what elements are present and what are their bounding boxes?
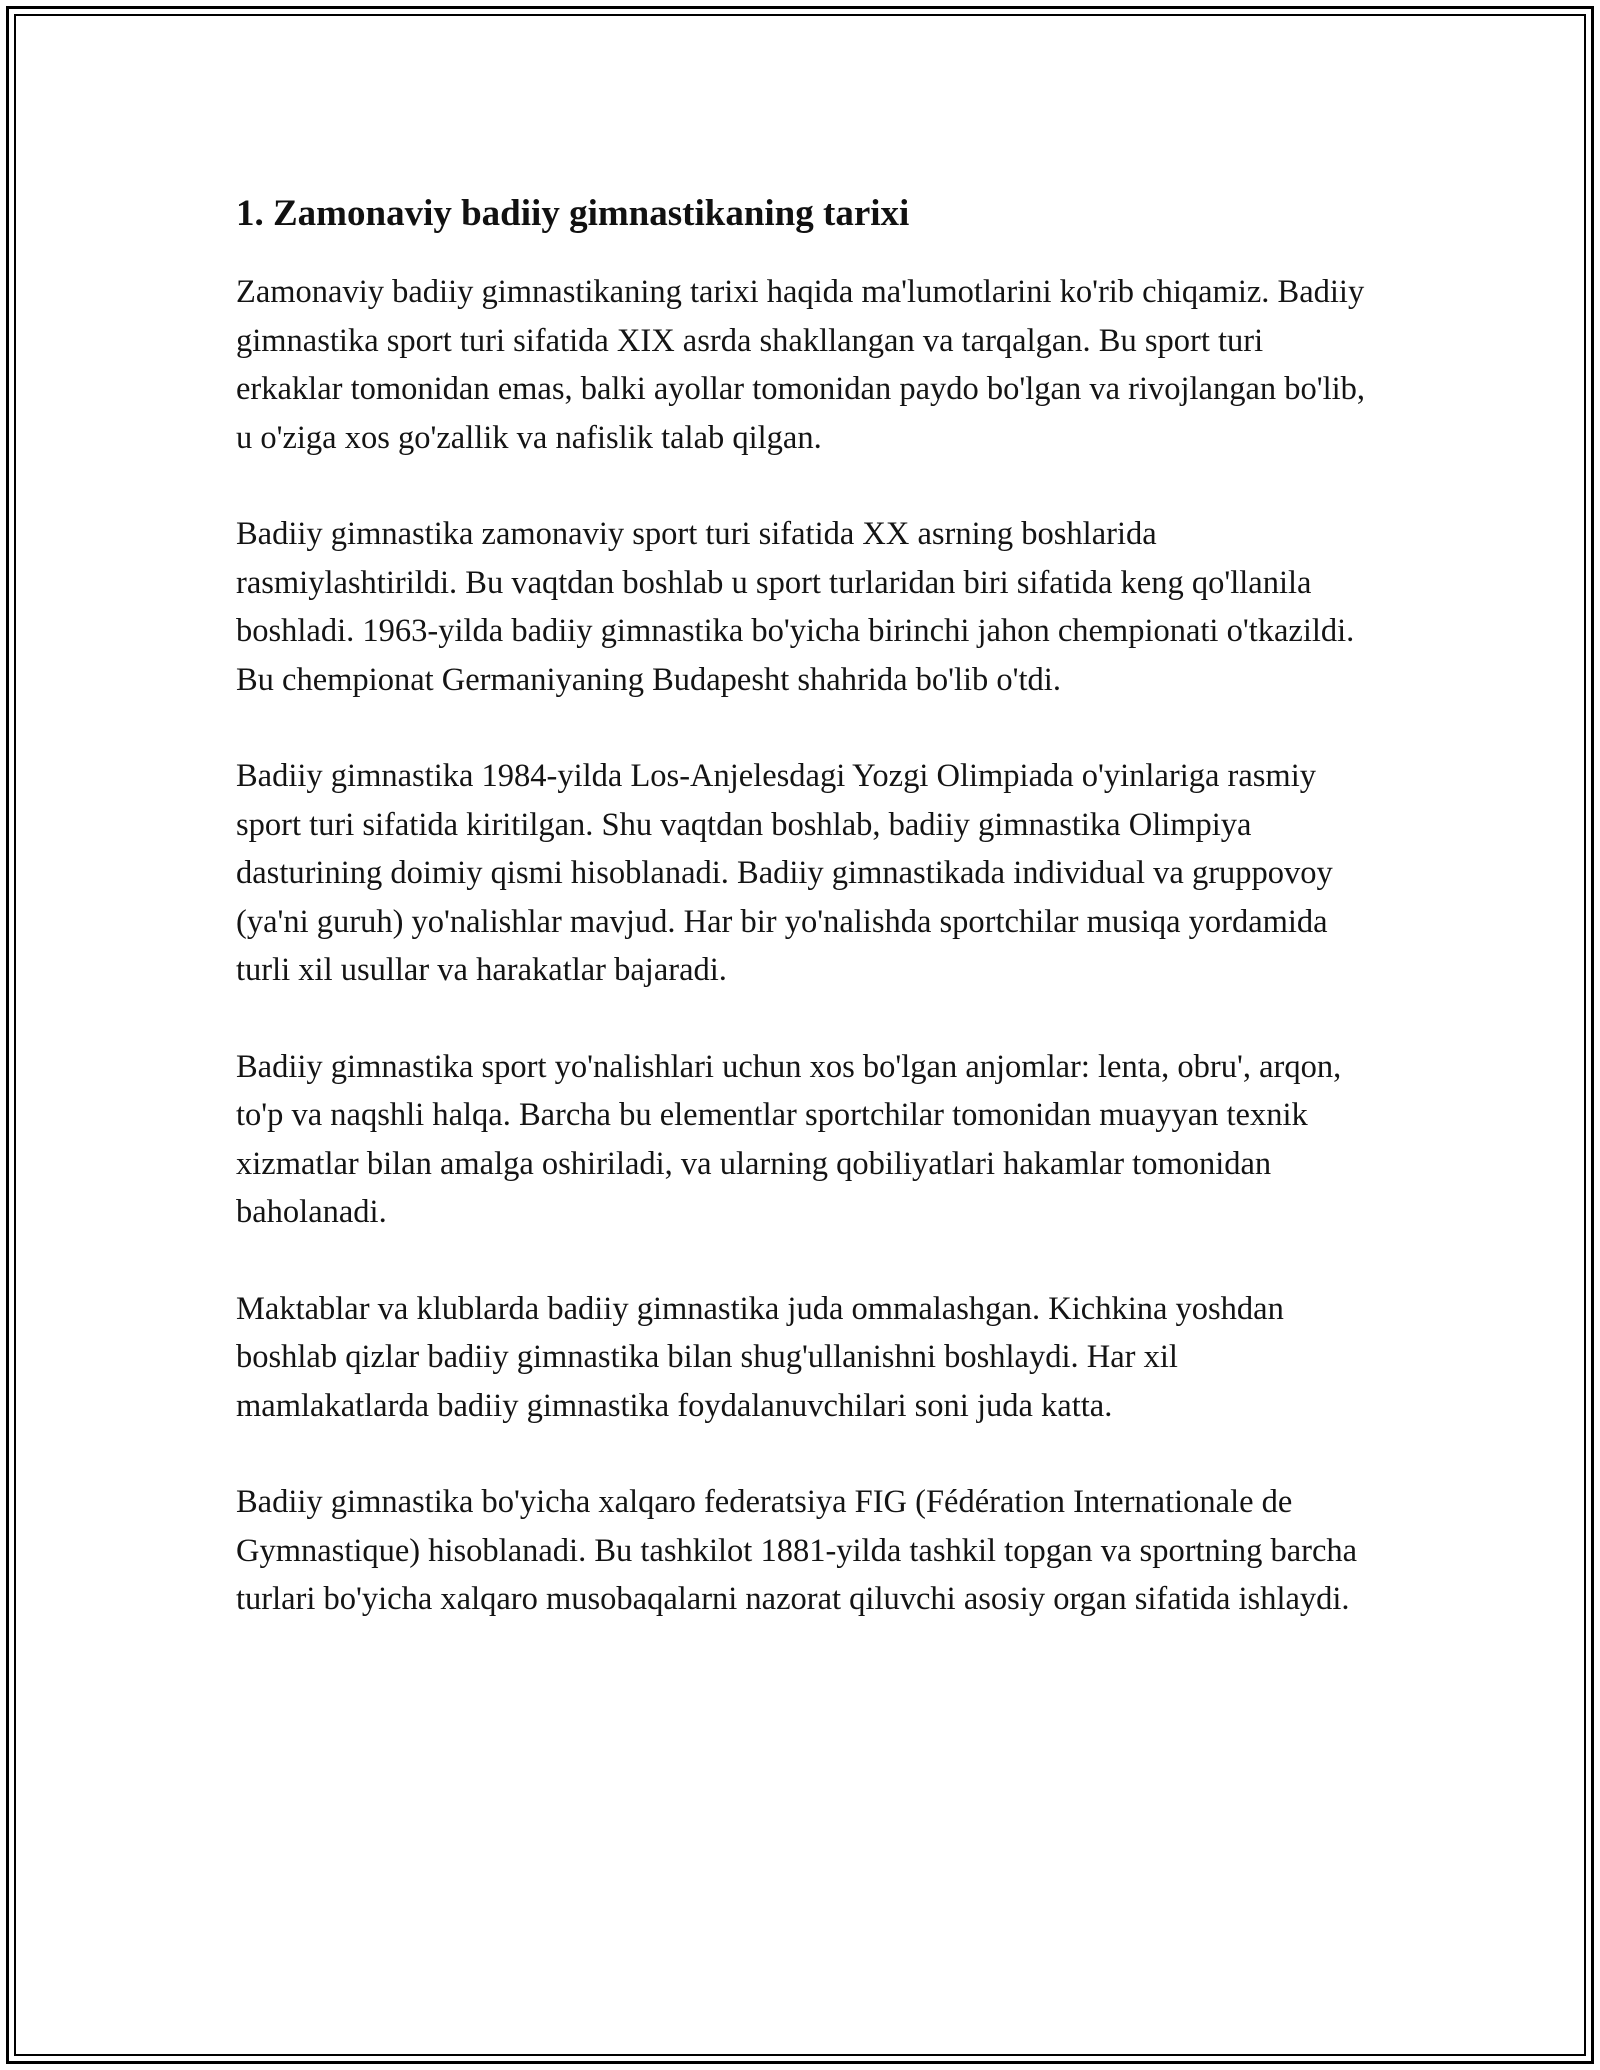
paragraph-history-intro: Zamonaviy badiiy gimnastikaning tarixi haqida ma'lumotlarini ko'rib chiqamiz. Badiiy gimnastika sport turi sifatida XIX asrda shakllangan va tarqalgan. Bu sport turi erkaklar tomonidan emas, balki ayollar tomonidan paydo bo'lgan va rivojlangan bo'lib, u o'ziga xos go'zallik va nafislik talab qilgan. (236, 274, 1366, 456)
paragraph-federation: Badiiy gimnastika bo'yicha xalqaro federatsiya FIG (Fédération Internationale de Gymnastique) hisoblanadi. Bu tashkilot 1881-yilda tashkil topgan va sportning barcha turlari bo'yicha xalqaro musobaqalarni nazorat qiluvchi asosiy organ sifatida ishlaydi. (236, 1484, 1358, 1617)
paragraph-apparatus: Badiiy gimnastika sport yo'nalishlari uchun xos bo'lgan anjomlar: lenta, obru', arqon, to'p va naqshli halqa. Barcha bu elementlar sportchilar tomonidan muayyan texnik xizmatlar bilan amalga oshiriladi, va ularning qobiliyatlari hakamlar tomonidan baholanadi. (236, 1048, 1342, 1230)
section-heading: 1. Zamonaviy badiiy gimnastikaning tarixi (236, 193, 910, 234)
paragraph-popularity: Maktablar va klublarda badiiy gimnastika juda ommalashgan. Kichkina yoshdan boshlab qizlar badiiy gimnastika bilan shug'ullanishni boshlaydi. Har xil mamlakatlarda badiiy gimnastika foydalanuvchilari soni juda katta. (236, 1290, 1284, 1424)
paragraph-olympics: Badiiy gimnastika 1984-yilda Los-Anjelesdagi Yozgi Olimpiada o'yinlariga rasmiy sport turi sifatida kiritilgan. Shu vaqtdan boshlab, badiiy gimnastika Olimpiya dasturining doimiy qismi hisoblanadi. Badiiy gimnastikada individual va gruppovoy (ya'ni guruh) yo'nalishlar mavjud. Har bir yo'nalishda sportchilar musiqa yordamida turli xil usullar va harakatlar bajaradi. (236, 758, 1333, 988)
paragraph-formalization: Badiiy gimnastika zamonaviy sport turi sifatida XX asrning boshlarida rasmiylashtirildi. Bu vaqtdan boshlab u sport turlaridan biri sifatida keng qo'llanila boshladi. 1963-yilda badiiy gimnastika bo'yicha birinchi jahon chempionati o'tkazildi. Bu chempionat Germaniyaning Budapesht shahrida bo'lib o'tdi. (236, 516, 1355, 698)
document-body (236, 188, 1366, 1672)
